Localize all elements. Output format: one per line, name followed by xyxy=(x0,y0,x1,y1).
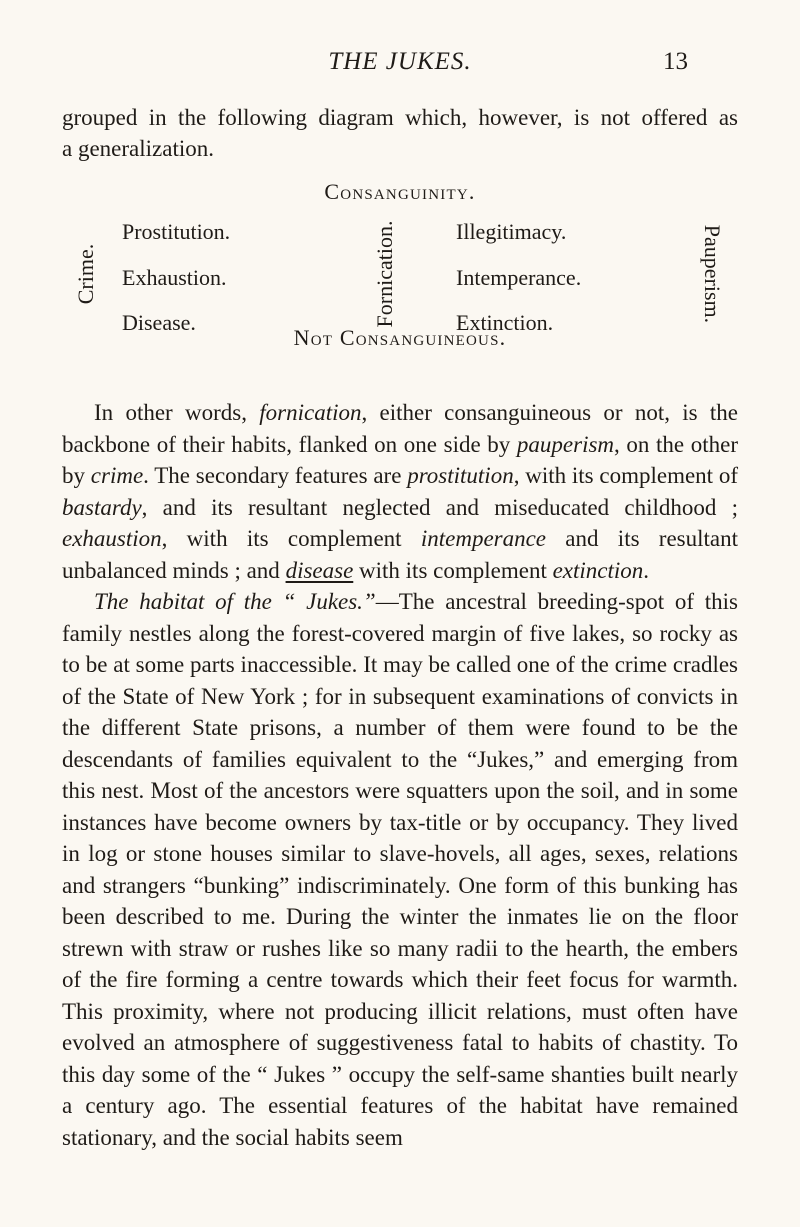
text-run: . xyxy=(643,557,650,583)
intro-line-2: a generalization. xyxy=(62,136,214,161)
running-title: THE JUKES. xyxy=(328,48,472,75)
diagram-left-item: Prostitution. xyxy=(122,219,231,244)
diagram-title: Consanguinity. xyxy=(324,179,476,204)
pauperism-vertical-label: Pauperism. xyxy=(700,224,725,324)
text-run: , with its complement xyxy=(161,526,421,551)
emphasis-prostitution: prostitution xyxy=(407,463,514,488)
emphasis-bastardy: bastardy xyxy=(62,494,142,520)
emphasis-disease: disease xyxy=(285,557,354,583)
paragraph-habitat xyxy=(62,586,738,1153)
fornication-vertical-label: Fornication. xyxy=(372,220,397,328)
diagram-right-item: Intemperance. xyxy=(456,265,582,290)
text-run: with its complement xyxy=(353,557,553,583)
section-heading-habitat: The habitat of the “ Jukes.” xyxy=(94,589,376,614)
text-run: and its resultant unbalanced minds ; and xyxy=(62,526,739,583)
diagram-left-item: Exhaustion. xyxy=(122,265,227,290)
diagram-left-item: Disease. xyxy=(122,310,196,335)
consanguinity-diagram xyxy=(0,175,800,365)
crime-vertical-label: Crime. xyxy=(73,243,98,305)
paragraph-fornication xyxy=(62,397,738,586)
text-run: , on the other by xyxy=(62,431,738,488)
body-text xyxy=(62,397,738,1153)
emphasis-intemperance: intemperance xyxy=(420,526,547,551)
text-run: , with its complement of xyxy=(513,463,739,488)
page-header xyxy=(0,48,800,82)
text-run: , and its resultant neglected and miseducated childhood ; xyxy=(141,494,738,520)
text-run: In other words, xyxy=(94,400,260,425)
diagram-footer: Not Consanguineous. xyxy=(293,325,507,350)
text-run: —The ancestral breeding-spot of this family nestles along the forest-covered margin of five lakes, so rocky as to be at some parts inaccessible. It may be called one of the crime cradles of the State of New York ; for in subsequent examinations of convicts in the different State prisons, a number of them were found to be the descendants of families equivalent to the “Jukes,” and emerging from this nest. Most of the ancestors were squatters upon the soil, and in some instances have become owners by tax-title or by occupancy. They lived in log or stone houses similar to slave-hovels, all ages, sexes, relations and strangers “bunking” indiscriminately. One form of this bunking has been described to me. During the winter the inmates lie on the floor strewn with straw or rushes like so many radii to the hearth, the embers of the fire forming a centre towards which their feet focus for warmth. This proximity, where not producing illicit relations, must often have evolved an atmosphere of suggestiveness fatal to habits of chastity. To this day some of the “ Jukes ” occupy the self-same shanties built nearly a century ago. The essential features of the habitat have remained stationary, and the social habits seem xyxy=(62,589,738,1150)
emphasis-fornication: fornication xyxy=(259,400,362,425)
page-number: 13 xyxy=(663,48,688,75)
diagram-right-item: Illegitimacy. xyxy=(456,219,567,244)
emphasis-crime: crime xyxy=(90,463,144,488)
emphasis-exhaustion: exhaustion xyxy=(62,526,162,551)
emphasis-extinction: extinction xyxy=(552,557,644,583)
text-run: , either consanguineous or not, is the backbone of their habits, flanked on one side by xyxy=(62,400,739,457)
emphasis-pauperism: pauperism xyxy=(516,431,615,457)
intro-text xyxy=(62,102,738,164)
text-run: . The secondary features are xyxy=(143,463,408,488)
intro-line-1: grouped in the following diagram which, however, is not offered as xyxy=(62,105,738,130)
diagram-right-item: Extinction. xyxy=(456,310,554,335)
